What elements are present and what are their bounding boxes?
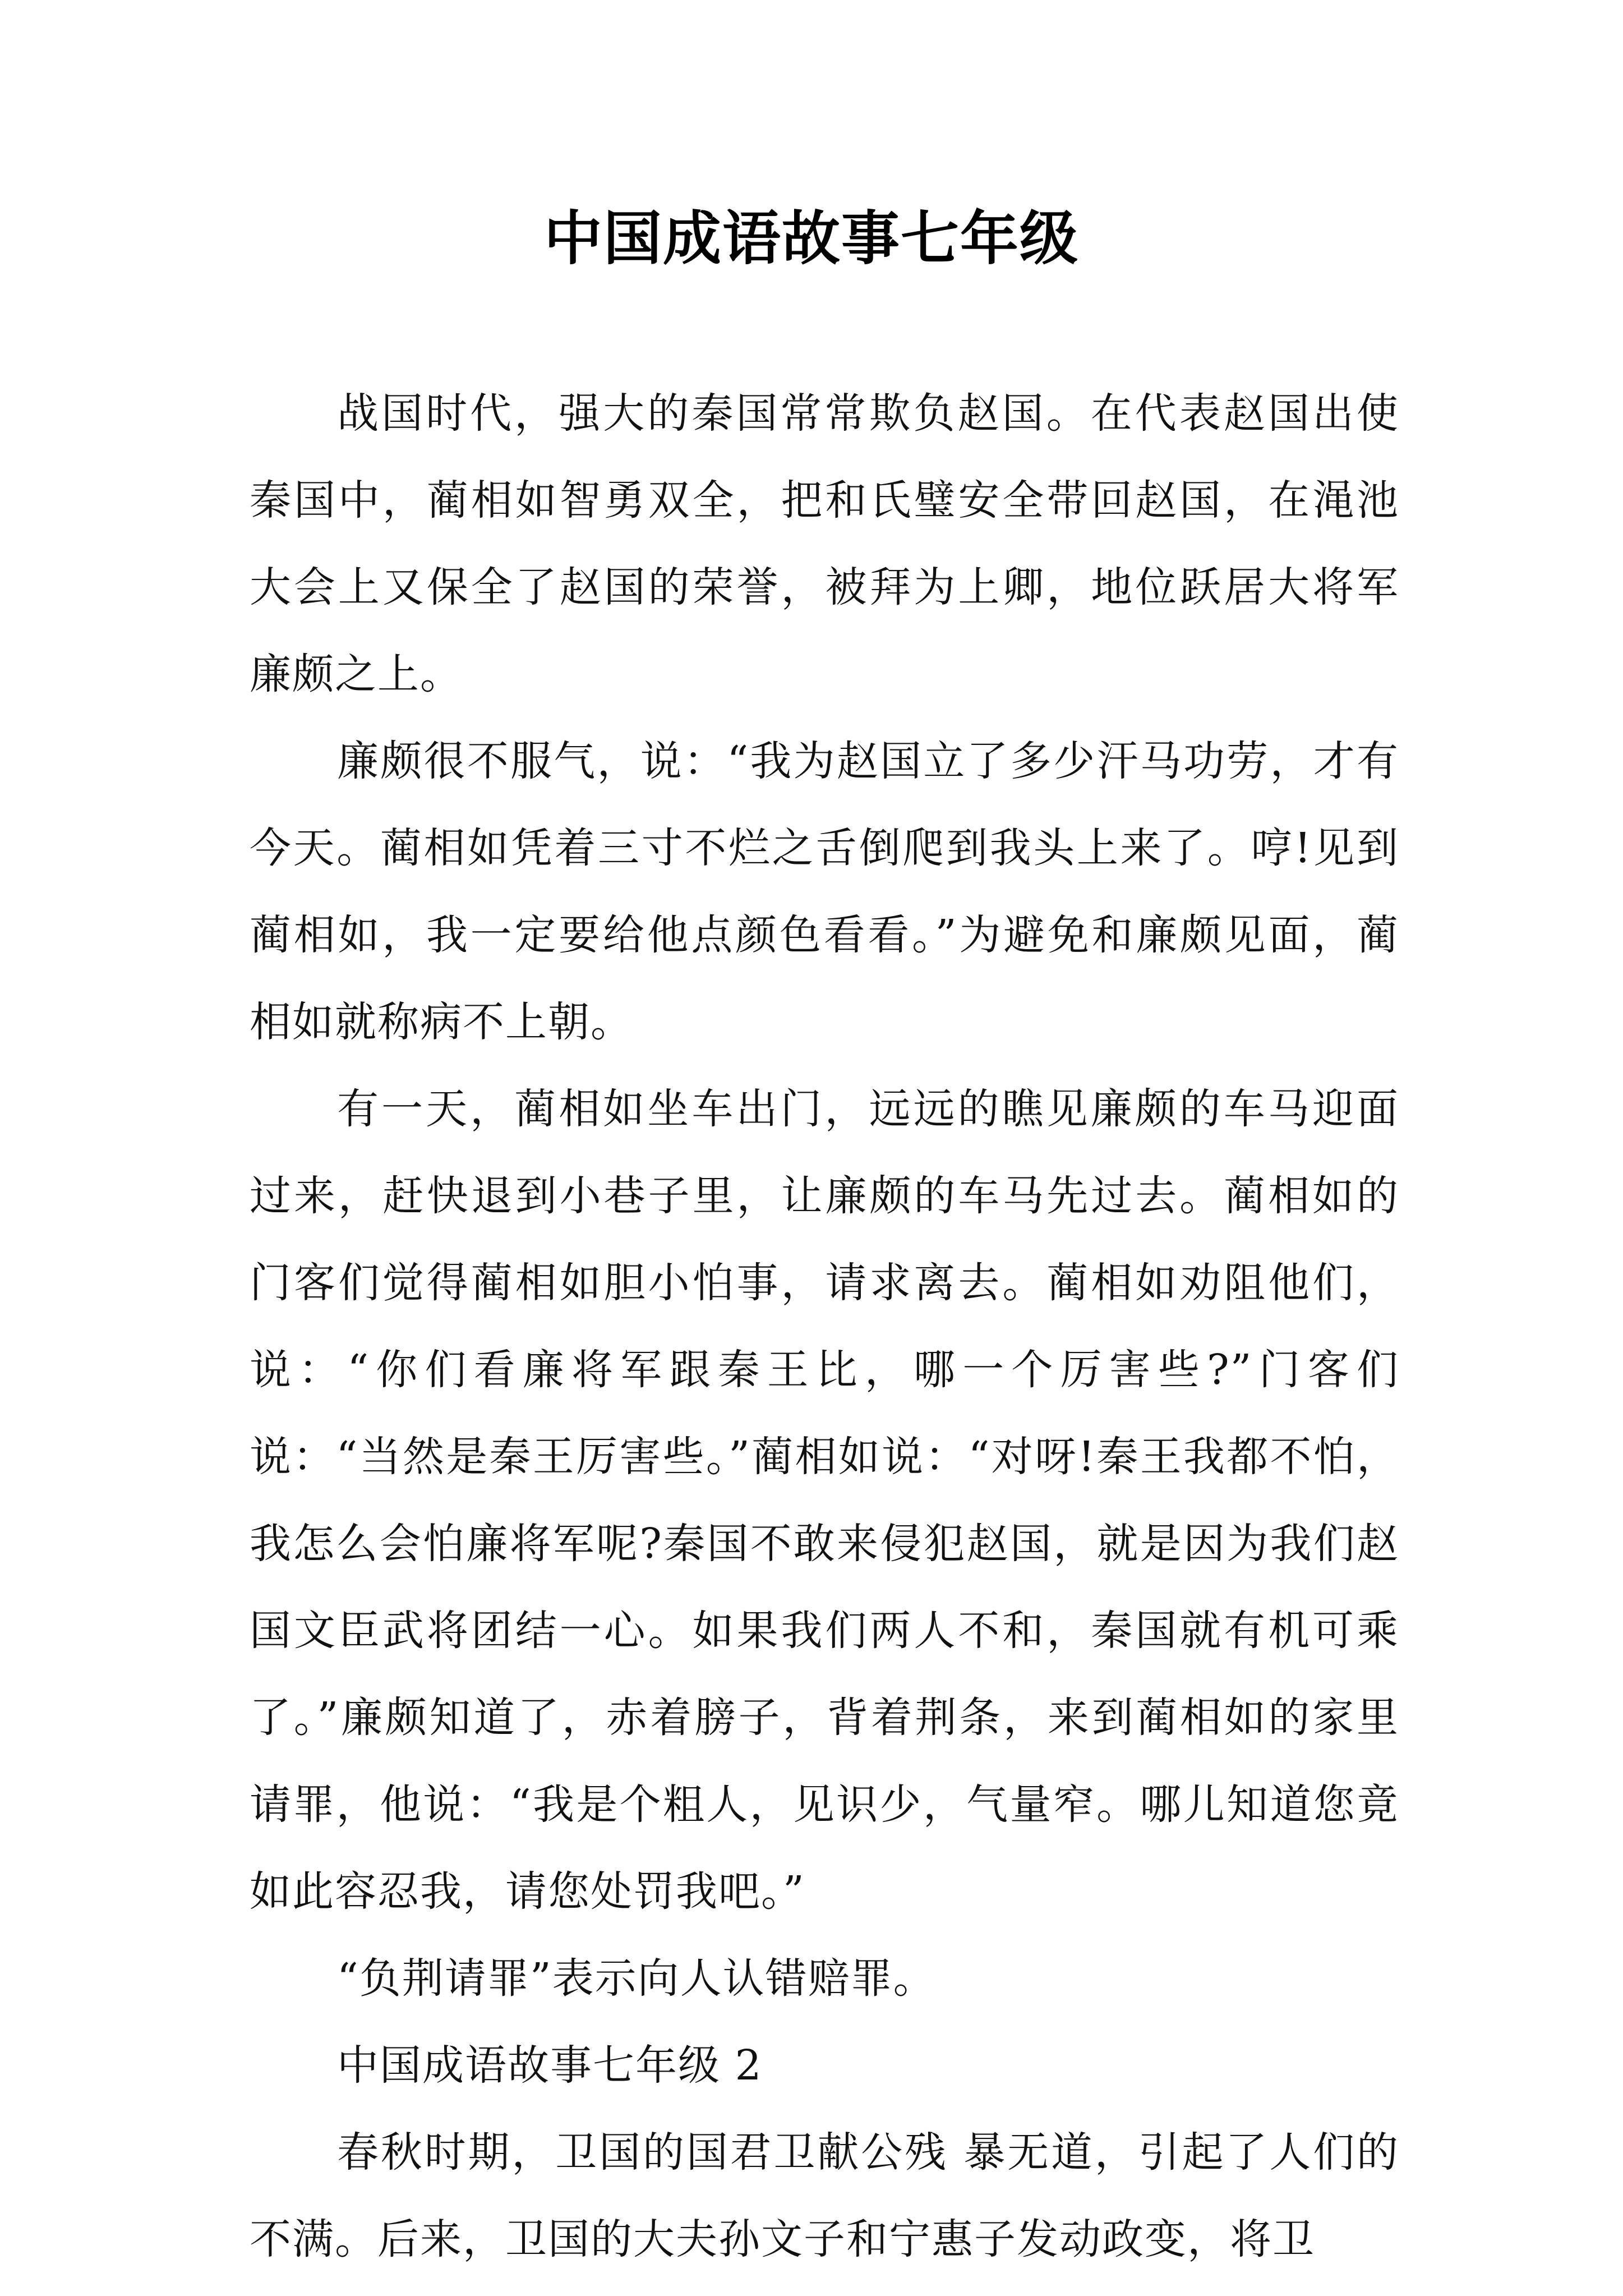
- paragraph-2: 廉颇很不服气，说：“我为赵国立了多少汗马功劳，才有今天。蔺相如凭着三寸不烂之舌倒爬到我头上来了。哼!见到蔺相如，我一定要给他点颜色看看。”为避免和廉颇见面，蔺相如就称病不上朝。: [250, 737, 1399, 1046]
- document-title: 中国成语故事七年级: [543, 204, 1079, 273]
- section-heading-2: 中国成语故事七年级 2: [337, 2041, 763, 2090]
- paragraph-1: 战国时代，强大的秦国常常欺负赵国。在代表赵国出使秦国中，蔺相如智勇双全，把和氏璧安全带回赵国，在渑池大会上又保全了赵国的荣誉，被拜为上卿，地位跃居大将军廉颇之上。: [250, 389, 1399, 698]
- document-body: [250, 370, 1399, 2283]
- paragraph-3: 有一天，蔺相如坐车出门，远远的瞧见廉颇的车马迎面过来，赶快退到小巷子里，让廉颇的车马先过去。蔺相如的门客们觉得蔺相如胆小怕事，请求离去。蔺相如劝阻他们，说：“你们看廉将军跟秦王比，哪一个厉害些?”门客们说：“当然是秦王厉害些。”蔺相如说：“对呀!秦王我都不怕，我怎么会怕廉将军呢?秦国不敢来侵犯赵国，就是因为我们赵国文臣武将团结一心。如果我们两人不和，秦国就有机可乘了。”廉颇知道了，赤着膀子，背着荆条，来到蔺相如的家里请罪，他说：“我是个粗人，见识少，气量窄。哪儿知道您竟如此容忍我，请您处罚我吧。”: [250, 1085, 1399, 1916]
- paragraph-5: 春秋时期，卫国的国君卫献公残 暴无道，引起了人们的不满。后来，卫国的大夫孙文子和宁惠子发动政变，将卫: [250, 2128, 1399, 2263]
- paragraph-4: “负荆请罪”表示向人认错赔罪。: [337, 1954, 936, 2003]
